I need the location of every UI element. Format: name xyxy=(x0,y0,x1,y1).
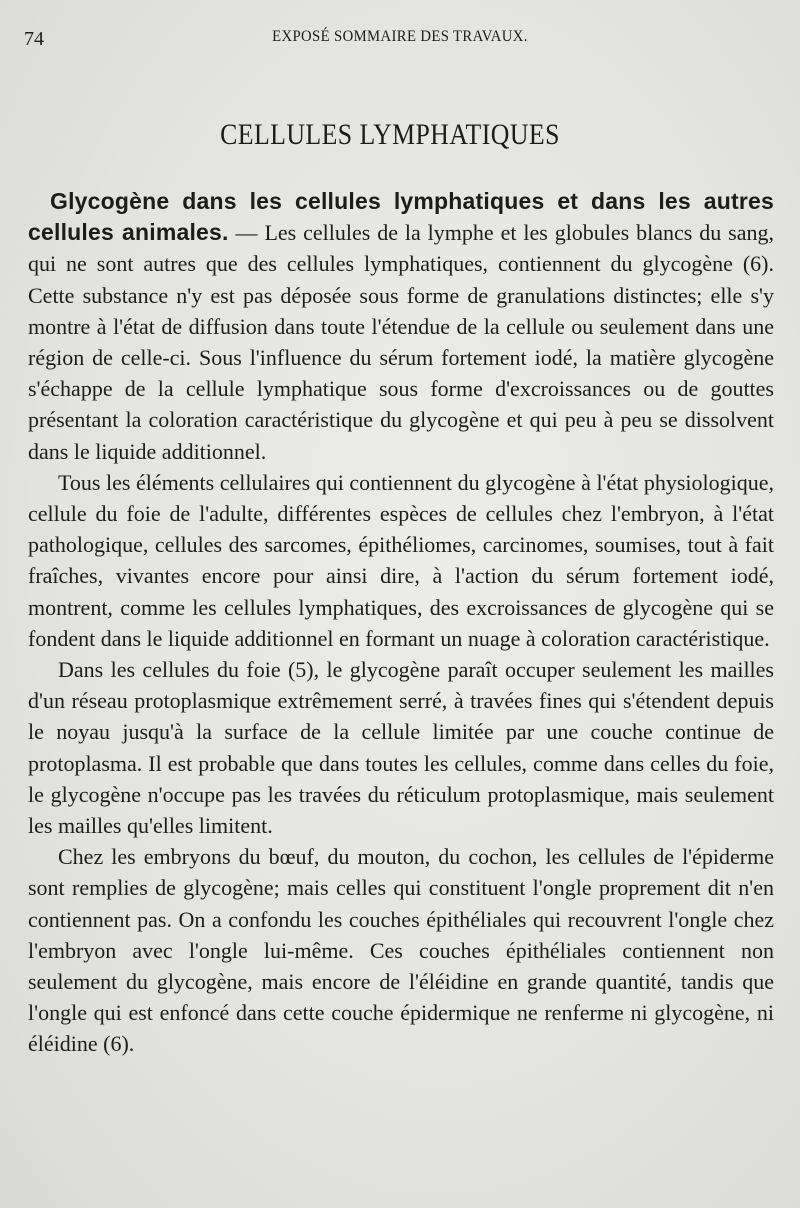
running-head: EXPOSÉ SOMMAIRE DES TRAVAUX. xyxy=(272,28,528,45)
body-text xyxy=(28,186,774,1060)
section-title: CELLULES LYMPHATIQUES xyxy=(220,118,560,151)
page-number: 74 xyxy=(24,28,44,50)
paragraph-3: Dans les cellules du foie (5), le glycogène paraît occuper seulement les mailles d'un réseau protoplasmique extrêmement serré, à travées fines qui s'étendent depuis le noyau jusqu'à la surface de la cellule limitée par une couche continue de protoplasma. Il est probable que dans toutes les cellules, comme dans celles du foie, le glycogène n'occupe pas les travées du réticulum protoplasmique, mais seulement les mailles qu'elles limitent. xyxy=(28,657,774,839)
paragraph-1 xyxy=(28,186,774,467)
paragraph-heading: Glycogène dans les cellules lymphatiques et dans les autres cellules animales. xyxy=(28,188,774,246)
paragraph-1-text: — Les cellules de la lymphe et les globules blancs du sang, qui ne sont autres que des cellules lymphatiques, contiennent du glycogène (6). Cette substance n'y est pas déposée sous forme de granulations distinctes; elle s'y montre à l'état de diffusion dans toute l'étendue de la cellule ou seulement dans une région de celle-ci. Sous l'influence du sérum fortement iodé, la matière glycogène s'échappe de la cellule lymphatique sous forme d'excroissances ou de gouttes présentant la coloration caractéristique du glycogène et qui peu à peu se dissolvent dans le liquide additionnel. xyxy=(28,220,774,464)
paragraph-4: Chez les embryons du bœuf, du mouton, du cochon, les cellules de l'épiderme sont remplies de glycogène; mais celles qui constituent l'ongle proprement dit n'en contiennent pas. On a confondu les couches épithéliales qui recouvrent l'ongle chez l'embryon avec l'ongle lui-même. Ces couches épithéliales contiennent non seulement du glycogène, mais encore de l'éléidine en grande quantité, tandis que l'ongle qui est enfoncé dans cette couche épidermique ne renferme ni glycogène, ni éléidine (6). xyxy=(28,844,774,1057)
paragraph-2: Tous les éléments cellulaires qui contiennent du glycogène à l'état physiologique, cellule du foie de l'adulte, différentes espèces de cellules chez l'embryon, à l'état pathologique, cellules des sarcomes, épithéliomes, carcinomes, soumises, tout à fait fraîches, vivantes encore pour ainsi dire, à l'action du sérum fortement iodé, montrent, comme les cellules lymphatiques, des excroissances de glycogène qui se fondent dans le liquide additionnel en formant un nuage à coloration caractéristique. xyxy=(28,469,774,651)
